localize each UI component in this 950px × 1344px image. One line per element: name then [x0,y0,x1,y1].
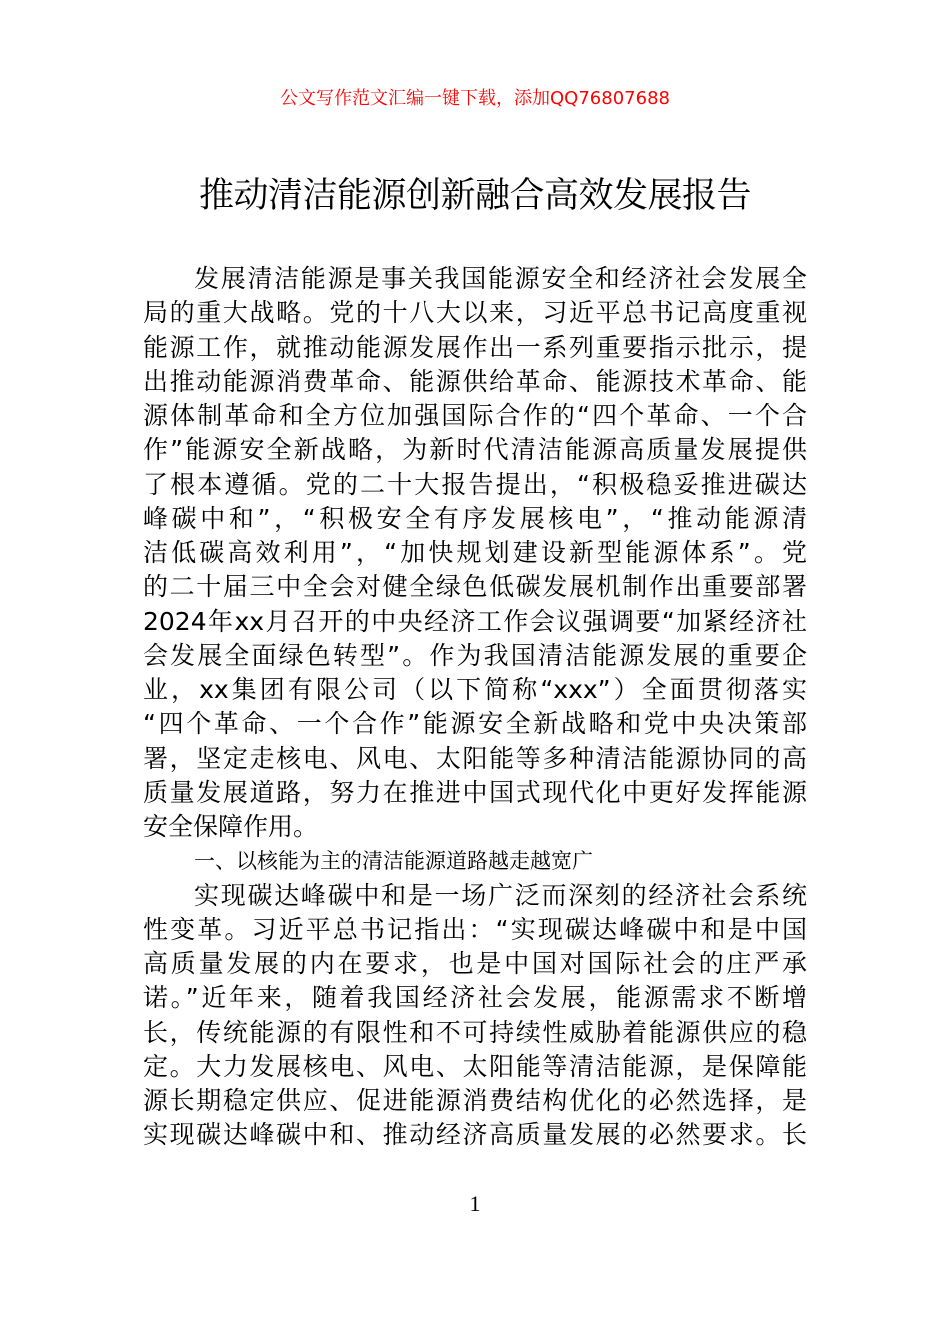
paragraph-line: 实现碳达峰碳中和是一场广泛而深刻的经济社会系统 [194,880,807,910]
paragraph-line: 质量发展道路，努力在推进中国式现代化中更好发挥能源 [143,777,807,807]
paragraph-line: 源体制革命和全方位加强国际合作的“四个革命、一个合 [143,401,807,430]
paragraph-line: 长，传统能源的有限性和不可持续性威胁着能源供应的稳 [143,1017,807,1047]
paragraph-line: 实现碳达峰碳中和、推动经济高质量发展的必然要求。长 [143,1120,807,1150]
document-title: 推动清洁能源创新融合高效发展报告 [198,176,751,216]
paragraph-line: 诺。”近年来，随着我国经济社会发展，能源需求不断增 [143,983,807,1013]
header-note: 公文写作范文汇编一键下载，添加QQ76807688 [280,88,670,109]
paragraph-line: 2024年xx月召开的中央经济工作会议强调要“加紧经济社 [143,606,807,636]
paragraph-line: 源长期稳定供应、促进能源消费结构优化的必然选择，是 [143,1086,807,1115]
paragraph-line: 局的重大战略。党的十八大以来，习近平总书记高度重视 [143,298,807,328]
paragraph-line: 安全保障作用。 [143,812,319,841]
paragraph-line: 出推动能源消费革命、能源供给革命、能源技术革命、能 [143,366,807,396]
paragraph-line: 洁低碳高效利用”，“加快规划建设新型能源体系”。党 [143,538,807,567]
paragraph-line: 了根本遵循。党的二十大报告提出，“积极稳妥推进碳达 [143,469,807,499]
paragraph-line: 峰碳中和”，“积极安全有序发展核电”，“推动能源清 [143,503,807,533]
paragraph-line: 作”能源安全新战略，为新时代清洁能源高质量发展提供 [143,435,807,465]
paragraph-line: 定。大力发展核电、风电、太阳能等清洁能源，是保障能 [143,1051,807,1081]
paragraph-line: “四个革命、一个合作”能源安全新战略和党中央决策部 [143,709,807,739]
paragraph-1 [143,262,807,844]
paragraph-line: 发展清洁能源是事关我国能源安全和经济社会发展全 [194,264,807,293]
section-heading: 一、以核能为主的清洁能源道路越走越宽广 [194,849,593,874]
paragraph-line: 的二十届三中全会对健全绿色低碳发展机制作出重要部署 [143,572,807,602]
paragraph-line: 高质量发展的内在要求，也是中国对国际社会的庄严承 [143,949,807,978]
document-body [143,262,807,1153]
paragraph-line: 性变革。习近平总书记指出：“实现碳达峰碳中和是中国 [143,914,807,944]
paragraph-line: 业，xx集团有限公司（以下简称“xxx”）全面贯彻落实 [143,675,807,704]
paragraph-line: 能源工作，就推动能源发展作出一系列重要指示批示，提 [143,332,807,362]
paragraph-line: 会发展全面绿色转型”。作为我国清洁能源发展的重要企 [143,640,807,670]
paragraph-2 [143,879,807,1153]
page-number: 1 [469,1191,481,1216]
paragraph-line: 署，坚定走核电、风电、太阳能等多种清洁能源协同的高 [143,743,807,773]
